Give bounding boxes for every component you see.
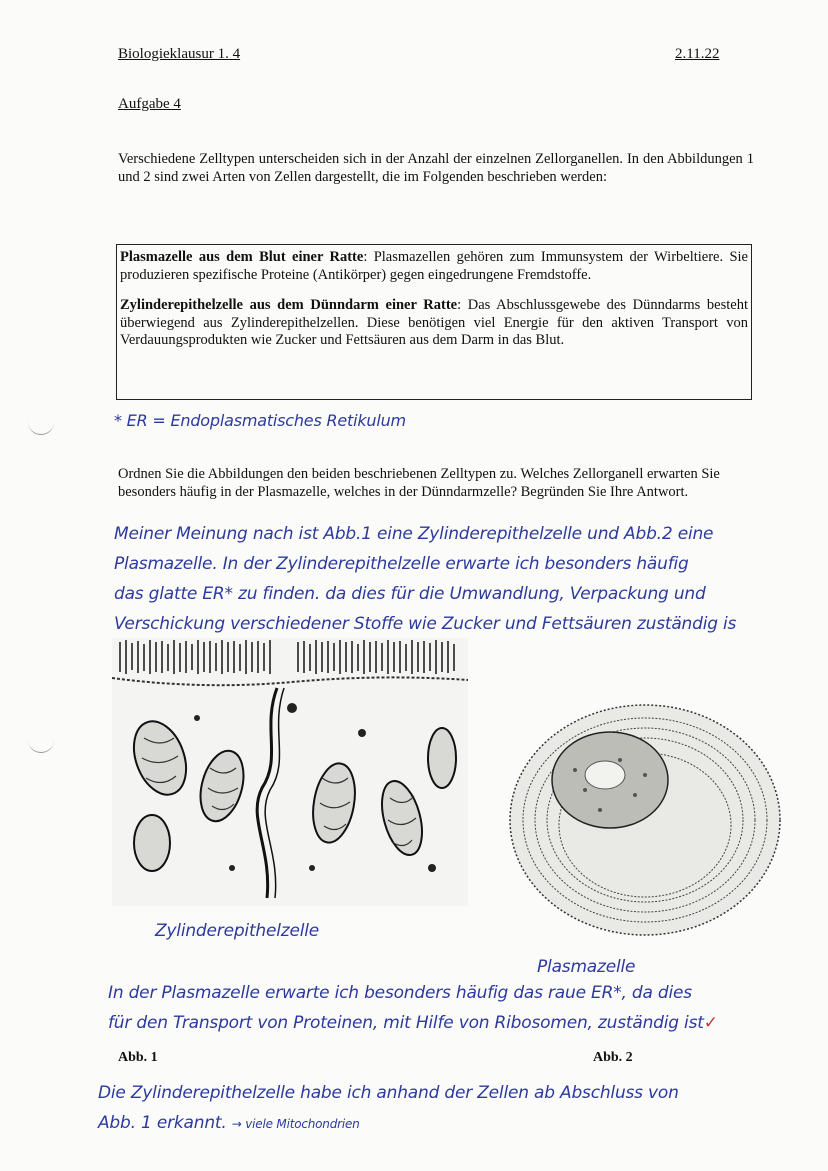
description-box (116, 244, 752, 400)
task-label: Aufgabe 4 (118, 96, 181, 112)
zylinder-title: Zylinderepithelzelle aus dem Dünndarm einer Ratte (120, 297, 458, 313)
handwritten-label-fig2: Plasmazelle (537, 957, 636, 977)
plasma-text: : Plasmazellen gehören zum Immunsystem der Wirbeltiere. Sie produzieren spezifische Proteine (Antikörper) gegen eingedrungene Fremdstoffe. (120, 249, 748, 283)
handwritten-answer-3 (98, 1078, 828, 1139)
checkmark-icon: ✓ (703, 1013, 718, 1033)
answer-line-text: Abb. 1 erkannt. (98, 1113, 227, 1133)
figure-plasma-cell-micrograph (505, 700, 785, 940)
answer-line: Meiner Meinung nach ist Abb.1 eine Zylinderepithelzelle und Abb.2 eine (114, 524, 714, 544)
zylinder-description (120, 297, 748, 350)
plasma-description (120, 249, 748, 284)
answer-line (108, 1008, 828, 1038)
mitochondria-note: → viele Mitochondrien (231, 1117, 360, 1131)
handwritten-answer-2 (108, 978, 828, 1038)
exam-title: Biologieklausur 1. 4 (118, 46, 241, 62)
answer-line: Verschickung verschiedener Stoffe wie Zucker und Fettsäuren zuständig is (114, 614, 737, 634)
answer-line (98, 1108, 828, 1139)
question-text: Ordnen Sie die Abbildungen den beiden beschriebenen Zelltypen zu. Welches Zellorganell erwarten Sie besonders häufig in der Plasmazelle, welches in der Dünndarmzelle? Begründen Sie Ihre Antwort. (118, 466, 720, 500)
handwritten-footnote: * ER = Endoplasmatisches Retikulum (114, 411, 406, 430)
answer-line: Die Zylinderepithelzelle habe ich anhand der Zellen ab Abschluss von (98, 1083, 679, 1103)
handwritten-answer-1 (114, 519, 828, 639)
figure-caption-1: Abb. 1 (118, 1050, 158, 1065)
zylinder-text: : Das Abschlussgewebe des Dünndarms besteht überwiegend aus Zylinderepithelzellen. Diese benötigen viel Energie für den aktiven Transport von Verdauungsprodukten wie Zucker und Fettsäuren aus dem Darm in das Blut. (120, 297, 748, 348)
answer-line: das glatte ER* zu finden. da dies für die Umwandlung, Verpackung und (114, 584, 706, 604)
figure-epithelial-micrograph (112, 638, 468, 906)
intro-text: Verschiedene Zelltypen unterscheiden sich in der Anzahl der einzelnen Zellorganellen. In den Abbildungen 1 und 2 sind zwei Arten von Zellen dargestellt, die im Folgenden beschrieben werden: (118, 151, 754, 185)
answer-line: Plasmazelle. In der Zylinderepithelzelle erwarte ich besonders häufig (114, 554, 689, 574)
answer-line: In der Plasmazelle erwarte ich besonders häufig das raue ER*, da dies (108, 983, 692, 1003)
handwritten-label-fig1: Zylinderepithelzelle (155, 921, 320, 941)
plasma-title: Plasmazelle aus dem Blut einer Ratte (120, 249, 364, 265)
punch-hole-mark (28, 418, 54, 435)
punch-hole-mark (28, 736, 54, 753)
figure-caption-2: Abb. 2 (593, 1050, 633, 1065)
answer-line-text: für den Transport von Proteinen, mit Hilfe von Ribosomen, zuständig ist (108, 1013, 704, 1033)
exam-date: 2.11.22 (675, 46, 720, 62)
